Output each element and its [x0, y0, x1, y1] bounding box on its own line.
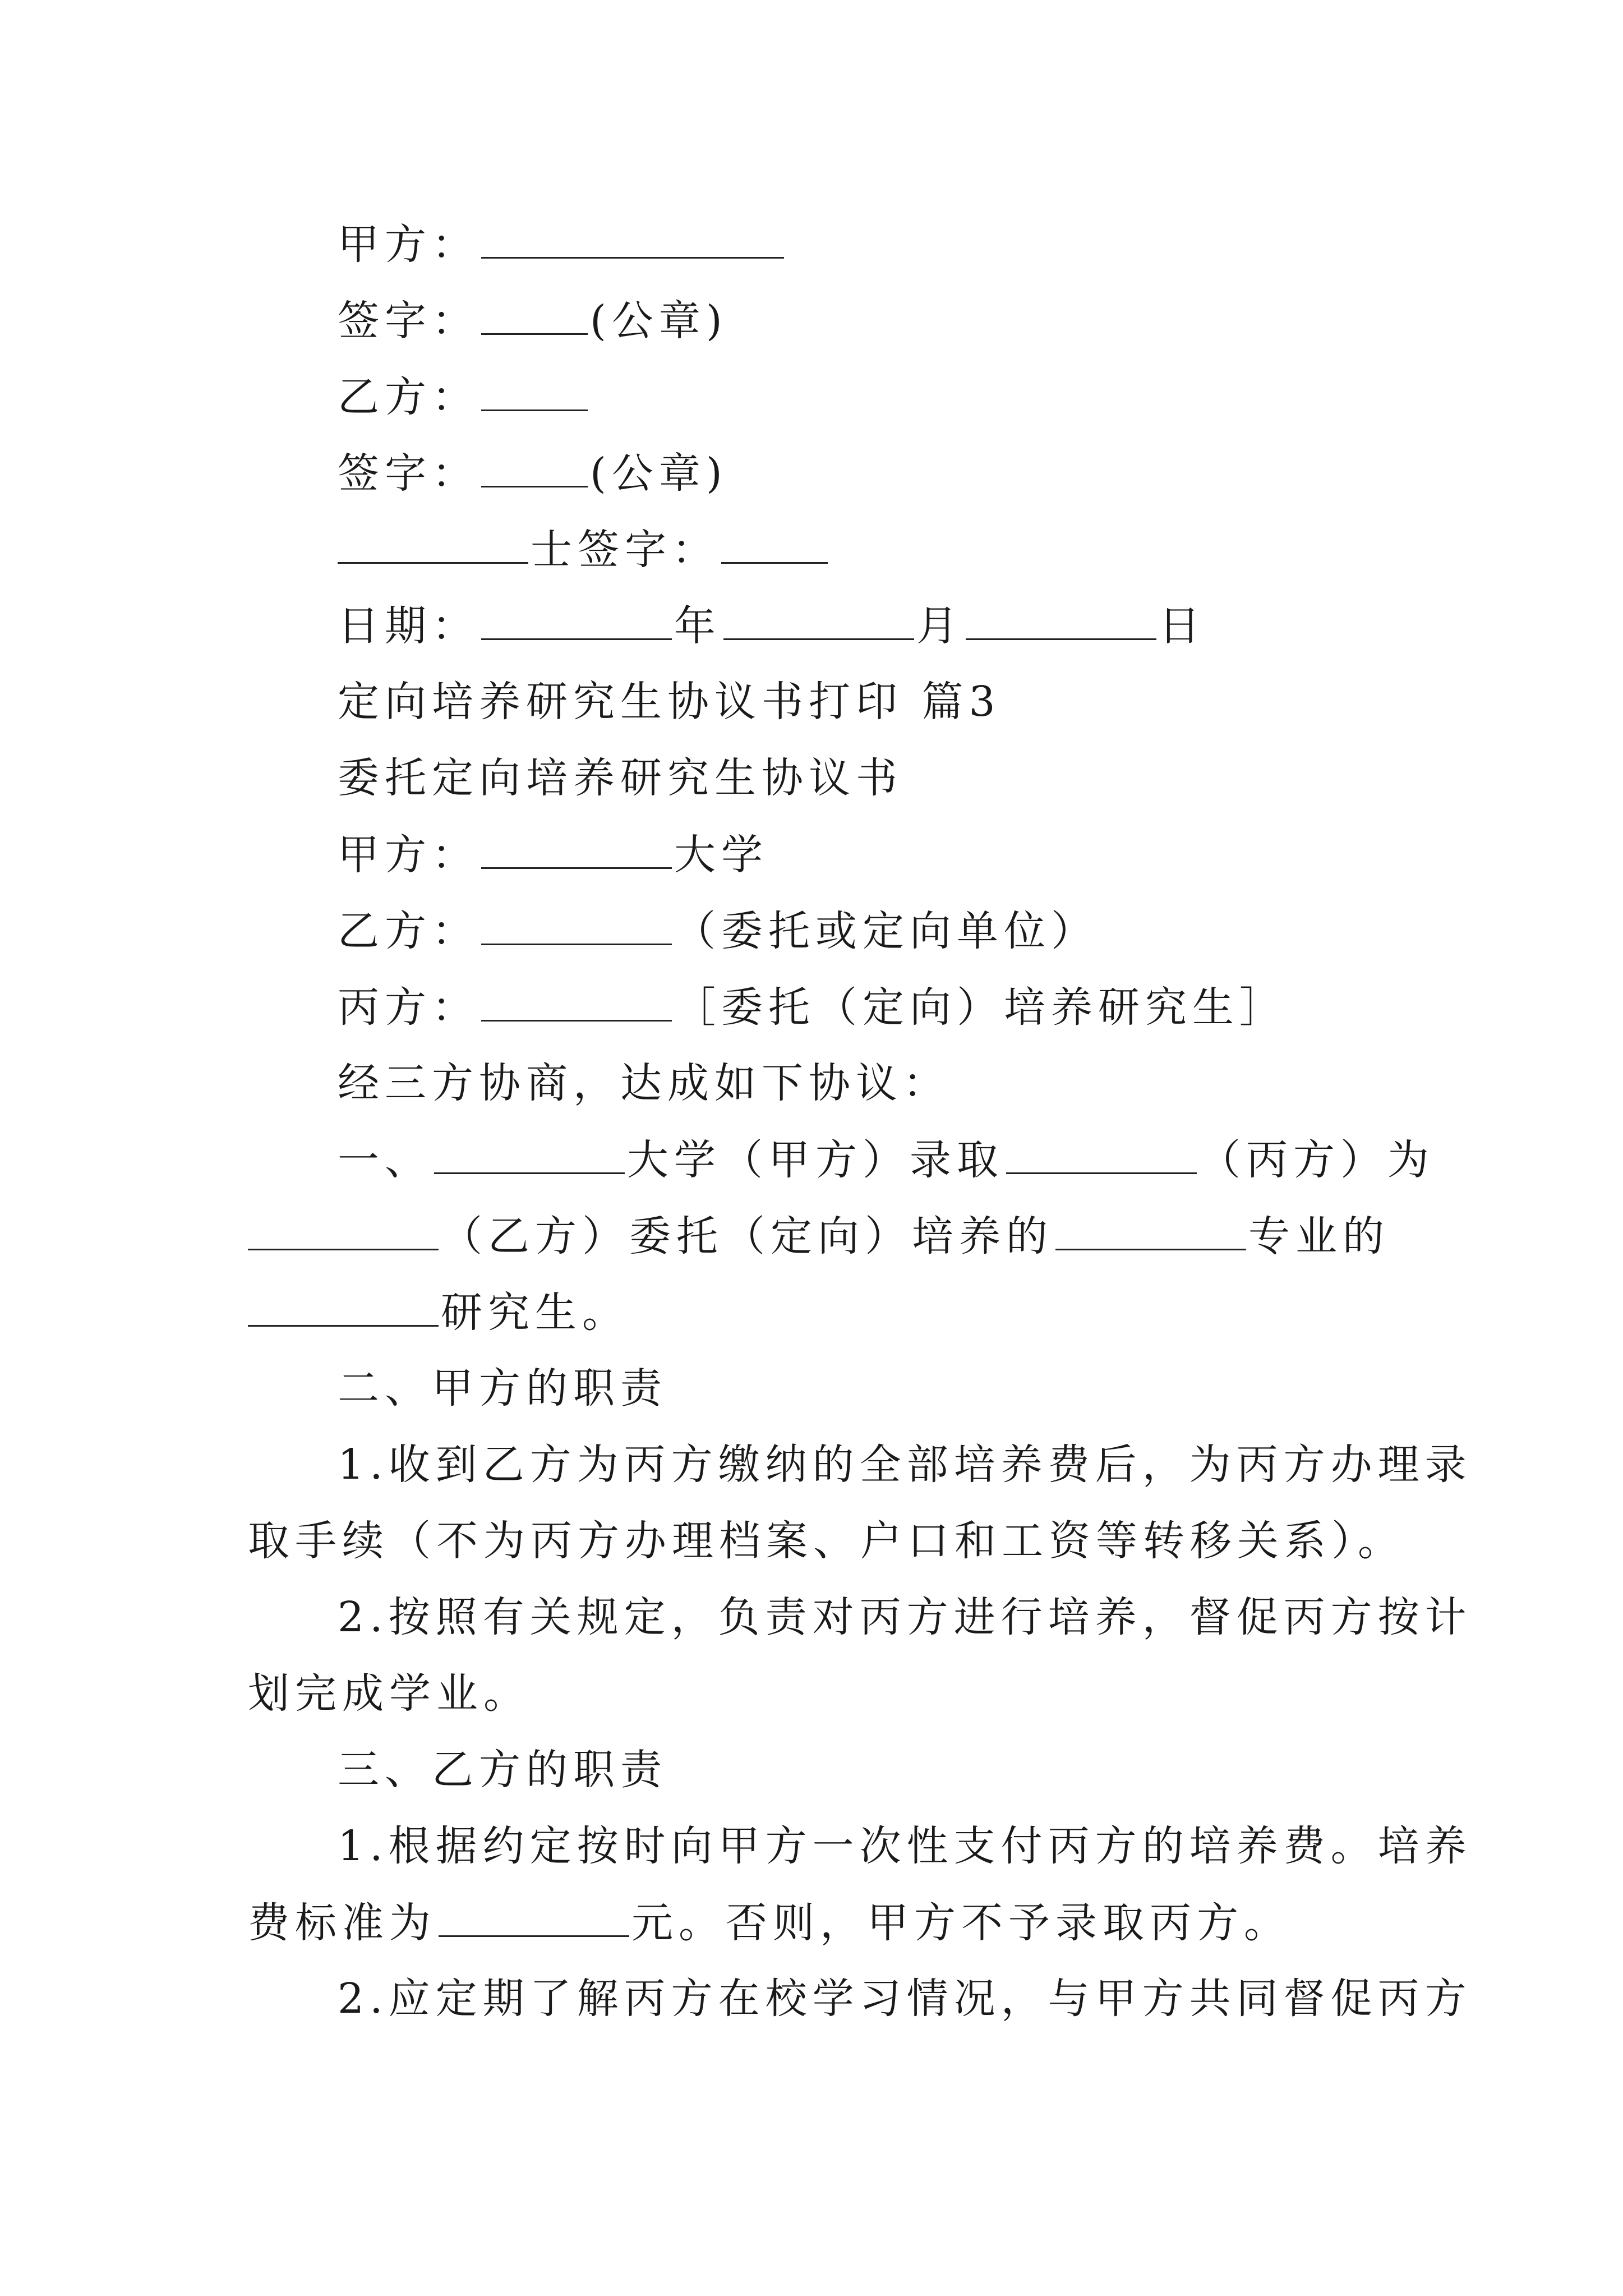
- major-blank: [1055, 1215, 1246, 1250]
- sign-2-label: 签字：: [338, 449, 479, 498]
- document-title: 委托定向培养研究生协议书: [338, 754, 903, 802]
- party-a-name-blank: [481, 834, 672, 869]
- section-2-item-2-line-2: 划完成学业。: [248, 1669, 531, 1718]
- party-a-signature-line: [338, 220, 786, 269]
- section-2-item-1-line-2: 取手续（不为丙方办理档案、户口和工资等转移关系）。: [248, 1517, 1405, 1565]
- party-a-blank: [481, 223, 784, 259]
- party-b-suffix: （委托或定向单位）: [674, 907, 1098, 955]
- party-c-name-blank: [481, 986, 672, 1022]
- section-2-heading: 二、甲方的职责: [338, 1364, 667, 1412]
- sign-2-line: [338, 449, 728, 498]
- month-blank: [723, 605, 914, 640]
- seal-1-text: (公章): [590, 297, 728, 345]
- sign-1-line: [338, 297, 728, 345]
- party-b-blank: [481, 376, 588, 411]
- degree-type-blank: [248, 1291, 439, 1327]
- clause-1-prefix: 一、: [338, 1136, 432, 1184]
- party-a-suffix: 大学: [674, 831, 768, 879]
- clause-1-text-4: 专业的: [1248, 1212, 1390, 1260]
- day-label: 日: [1159, 602, 1206, 650]
- day-blank: [966, 605, 1156, 640]
- section-3-item-2-line-1: 2.应定期了解丙方在校学习情况，与甲方共同督促丙方: [338, 1975, 1472, 2023]
- party-b-label: 乙方：: [338, 373, 479, 421]
- date-label: 日期：: [338, 602, 479, 650]
- party-c-suffix: ［委托（定向）培养研究生］: [674, 983, 1287, 1032]
- party-b-signature-line: [338, 373, 590, 421]
- party-b-intro-label: 乙方：: [338, 907, 479, 955]
- party-c-line: [338, 983, 1287, 1032]
- party-c-intro-label: 丙方：: [338, 983, 479, 1032]
- party-b-line: [338, 907, 1098, 955]
- section-2-item-2-line-1: 2.按照有关规定，负责对丙方进行培养，督促丙方按计: [338, 1593, 1472, 1641]
- student-name-blank: [1006, 1139, 1197, 1174]
- clause-1-line-1: [338, 1136, 1435, 1184]
- fee-standard-suffix: 元。否则，甲方不予录取丙方。: [631, 1899, 1291, 1947]
- agreement-intro: 经三方协商，达成如下协议：: [338, 1059, 950, 1107]
- section-3-item-1-line-2: [248, 1899, 1291, 1947]
- party-a-label: 甲方：: [338, 220, 479, 269]
- clause-1-text-5: 研究生。: [441, 1289, 629, 1337]
- witness-signature-line: [338, 526, 830, 574]
- section-2-item-1-line-1: 1.收到乙方为丙方缴纳的全部培养费后，为丙方办理录: [338, 1441, 1472, 1489]
- section-3-heading: 三、乙方的职责: [338, 1746, 667, 1794]
- seal-2-text: (公章): [590, 449, 728, 498]
- fee-amount-blank: [439, 1902, 629, 1937]
- sign-1-blank: [481, 300, 588, 335]
- clause-1-text-1: 大学（甲方）录取: [627, 1136, 1004, 1184]
- unit-name-blank: [248, 1215, 439, 1250]
- year-blank: [481, 605, 672, 640]
- witness-blank: [721, 528, 828, 564]
- clause-1-text-2: （丙方）为: [1199, 1136, 1435, 1184]
- clause-1-line-2: [248, 1212, 1390, 1260]
- party-a-line: [338, 831, 768, 879]
- sign-1-label: 签字：: [338, 297, 479, 345]
- university-blank: [434, 1139, 625, 1174]
- year-label: 年: [674, 602, 721, 650]
- month-label: 月: [916, 602, 963, 650]
- witness-label: 士签字：: [531, 526, 719, 574]
- date-line: [338, 602, 1206, 650]
- sign-2-blank: [481, 452, 588, 487]
- clause-1-text-3: （乙方）委托（定向）培养的: [441, 1212, 1053, 1260]
- party-b-name-blank: [481, 910, 672, 945]
- section-heading: 定向培养研究生协议书打印 篇3: [338, 678, 1001, 726]
- section-3-item-1-line-1: 1.根据约定按时向甲方一次性支付丙方的培养费。培养: [338, 1822, 1472, 1870]
- fee-standard-label: 费标准为: [248, 1899, 436, 1947]
- clause-1-line-3: [248, 1289, 629, 1337]
- witness-title-blank: [338, 528, 528, 564]
- party-a-intro-label: 甲方：: [338, 831, 479, 879]
